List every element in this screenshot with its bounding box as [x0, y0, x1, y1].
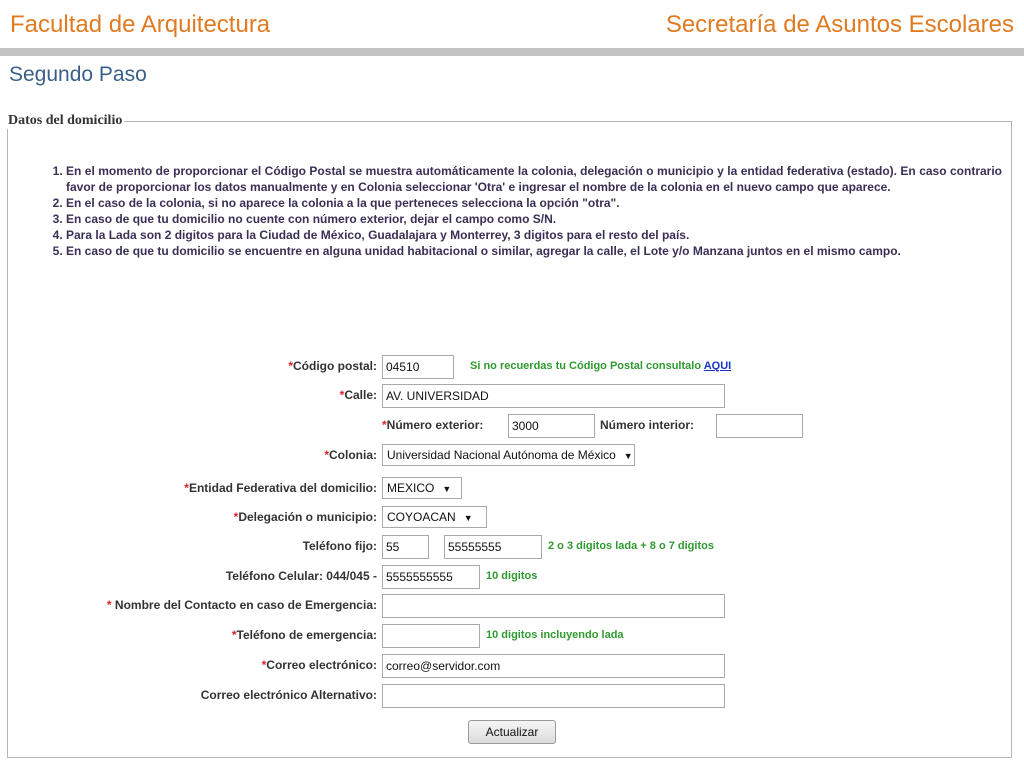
- contacto-emergencia-label: Nombre del Contacto en caso de Emergencia:: [114, 598, 377, 612]
- telefono-fijo-label: Teléfono fijo:: [302, 539, 377, 553]
- actualizar-button[interactable]: Actualizar: [468, 720, 556, 744]
- page-header: [0, 0, 1024, 48]
- row-telefono-celular: [0, 565, 1010, 589]
- instruction-item: 1. En el momento de proporcionar el Código Postal se muestra automáticamente la colonia, delegación o municipio y la entidad federativa (estado). En caso contrario favor de proporcionar los datos manualmente y en Colonia seleccionar 'Otra' e ingresar el nombre de la colonia en el nuevo campo que aparece.: [66, 163, 1008, 195]
- chevron-down-icon: ▼: [623, 451, 633, 461]
- fieldset-legend: Datos del domicilio: [8, 113, 123, 128]
- row-correo: [0, 654, 1010, 678]
- delegacion-selected: COYOACAN: [387, 510, 456, 524]
- instruction-item: 3. En caso de que tu domicilio no cuente con número exterior, dejar el campo como S/N.: [66, 211, 1008, 227]
- chevron-down-icon: ▼: [442, 484, 452, 494]
- row-telefono-fijo: [0, 535, 1010, 559]
- calle-input[interactable]: AV. UNIVERSIDAD: [382, 384, 725, 408]
- telefono-celular-input[interactable]: 5555555555: [382, 565, 480, 589]
- required-mark: *: [233, 510, 239, 524]
- telefono-fijo-hint: 2 o 3 digitos lada + 8 o 7 digitos: [548, 540, 714, 552]
- row-telefono-emergencia: [0, 624, 1010, 648]
- chevron-down-icon: ▼: [463, 513, 473, 523]
- codigo-postal-input[interactable]: 04510: [382, 355, 454, 379]
- aqui-link[interactable]: AQUI: [703, 360, 732, 372]
- entidad-label: Entidad Federativa del domicilio:: [188, 481, 377, 495]
- required-mark: *: [261, 658, 267, 672]
- numero-interior-input[interactable]: [716, 414, 803, 438]
- row-correo-alt: [0, 684, 1010, 708]
- required-mark: *: [382, 418, 387, 432]
- required-mark: *: [231, 628, 237, 642]
- delegacion-label: Delegación o municipio:: [238, 510, 377, 524]
- row-colonia: [0, 444, 1010, 468]
- row-delegacion: [0, 506, 1010, 530]
- calle-label: Calle:: [344, 388, 377, 402]
- row-calle: [0, 384, 1010, 408]
- numero-exterior-label: Número exterior:: [386, 418, 484, 432]
- telefono-emergencia-hint: 10 digitos incluyendo lada: [486, 629, 624, 641]
- required-mark: *: [288, 359, 293, 373]
- instruction-item: 5. En caso de que tu domicilio se encuentre en alguna unidad habitacional o similar, agregar la calle, el Lote y/o Manzana juntos en el mismo campo.: [66, 243, 1008, 259]
- header-divider: [0, 48, 1024, 56]
- codigo-postal-hint: Si no recuerdas tu Código Postal consultalo: [470, 360, 702, 372]
- step-title: Segundo Paso: [9, 63, 147, 86]
- instruction-item: 4. Para la Lada son 2 digitos para la Ciudad de México, Guadalajara y Monterrey, 3 digitos para el resto del país.: [66, 227, 1008, 243]
- instruction-item: 2. En el caso de la colonia, si no aparece la colonia a la que perteneces selecciona la opción "otra".: [66, 195, 1008, 211]
- correo-input[interactable]: correo@servidor.com: [382, 654, 725, 678]
- row-numero: [0, 414, 1010, 438]
- required-mark: *: [324, 448, 329, 462]
- telefono-fijo-input[interactable]: 55555555: [444, 535, 542, 559]
- correo-alt-input[interactable]: [382, 684, 725, 708]
- row-codigo-postal: [0, 355, 1010, 379]
- lada-input[interactable]: 55: [382, 535, 429, 559]
- required-mark: *: [184, 481, 189, 495]
- codigo-postal-label: Código postal:: [293, 359, 377, 373]
- colonia-label: Colonia:: [329, 448, 377, 462]
- correo-label: Correo electrónico:: [266, 658, 377, 672]
- contacto-emergencia-input[interactable]: [382, 594, 725, 618]
- colonia-select[interactable]: [382, 444, 635, 466]
- row-contacto-emergencia: [0, 594, 1010, 618]
- row-entidad: [0, 477, 1010, 501]
- numero-exterior-input[interactable]: 3000: [508, 414, 595, 438]
- colonia-selected: Universidad Nacional Autónoma de México: [387, 448, 616, 462]
- instructions-list: [8, 163, 1008, 259]
- faculty-title: Facultad de Arquitectura: [10, 11, 271, 38]
- required-mark: *: [339, 388, 345, 402]
- department-title: Secretaría de Asuntos Escolares: [665, 11, 1014, 38]
- entidad-selected: MEXICO: [387, 481, 435, 495]
- correo-alt-label: Correo electrónico Alternativo:: [200, 688, 377, 702]
- delegacion-select[interactable]: [382, 506, 487, 528]
- required-mark: *: [106, 598, 112, 612]
- numero-interior-label: Número interior:: [600, 418, 695, 432]
- entidad-select[interactable]: [382, 477, 462, 499]
- telefono-celular-hint: 10 digitos: [486, 570, 538, 582]
- telefono-celular-label: Teléfono Celular: 044/045 -: [225, 569, 377, 583]
- telefono-emergencia-input[interactable]: [382, 624, 480, 648]
- telefono-emergencia-label: Teléfono de emergencia:: [236, 628, 377, 642]
